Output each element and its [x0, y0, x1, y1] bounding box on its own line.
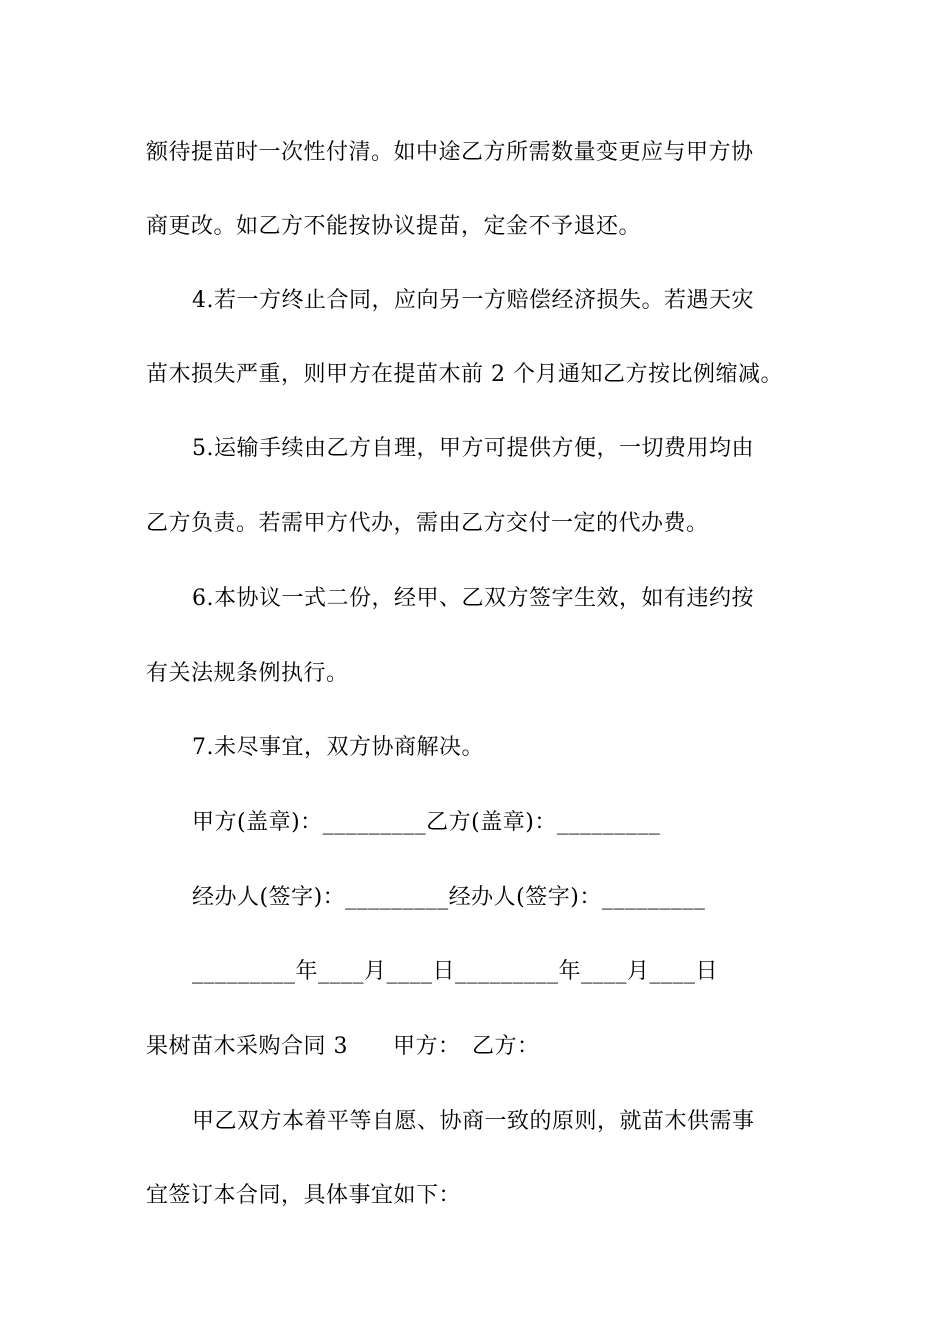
- clause-4-line-1: 4.若一方终止合同，应向另一方赔偿经济损失。若遇天灾: [192, 288, 754, 313]
- clause-6-line-2: 有关法规条例执行。: [146, 661, 349, 686]
- preamble-line-1: 甲乙双方本着平等自愿、协商一致的原则，就苗木供需事: [192, 1109, 755, 1134]
- seal-line: 甲方(盖章)：_________乙方(盖章)：_________: [192, 810, 661, 835]
- clause-5-line-1: 5.运输手续由乙方自理，甲方可提供方便，一切费用均由: [192, 436, 754, 461]
- preamble-line-2: 宜签订本合同，具体事宜如下：: [146, 1183, 462, 1208]
- contract-title-3: 果树苗木采购合同 3 甲方： 乙方：: [146, 1034, 540, 1059]
- clause-7: 7.未尽事宜，双方协商解决。: [192, 735, 484, 760]
- signature-line: 经办人(签字)：_________经办人(签字)：_________: [192, 885, 706, 910]
- date-line: _________年____月____日_________年____月____日: [192, 959, 719, 984]
- clause-6-line-1: 6.本协议一式二份，经甲、乙双方签字生效，如有违约按: [192, 586, 754, 611]
- paragraph-line-1: 额待提苗时一次性付清。如中途乙方所需数量变更应与甲方协: [146, 140, 754, 165]
- paragraph-line-2: 商更改。如乙方不能按协议提苗，定金不予退还。: [146, 214, 642, 239]
- clause-5-line-2: 乙方负责。若需甲方代办，需由乙方交付一定的代办费。: [146, 511, 709, 536]
- clause-4-line-2: 苗木损失严重，则甲方在提苗木前 2 个月通知乙方按比例缩减。: [146, 362, 783, 387]
